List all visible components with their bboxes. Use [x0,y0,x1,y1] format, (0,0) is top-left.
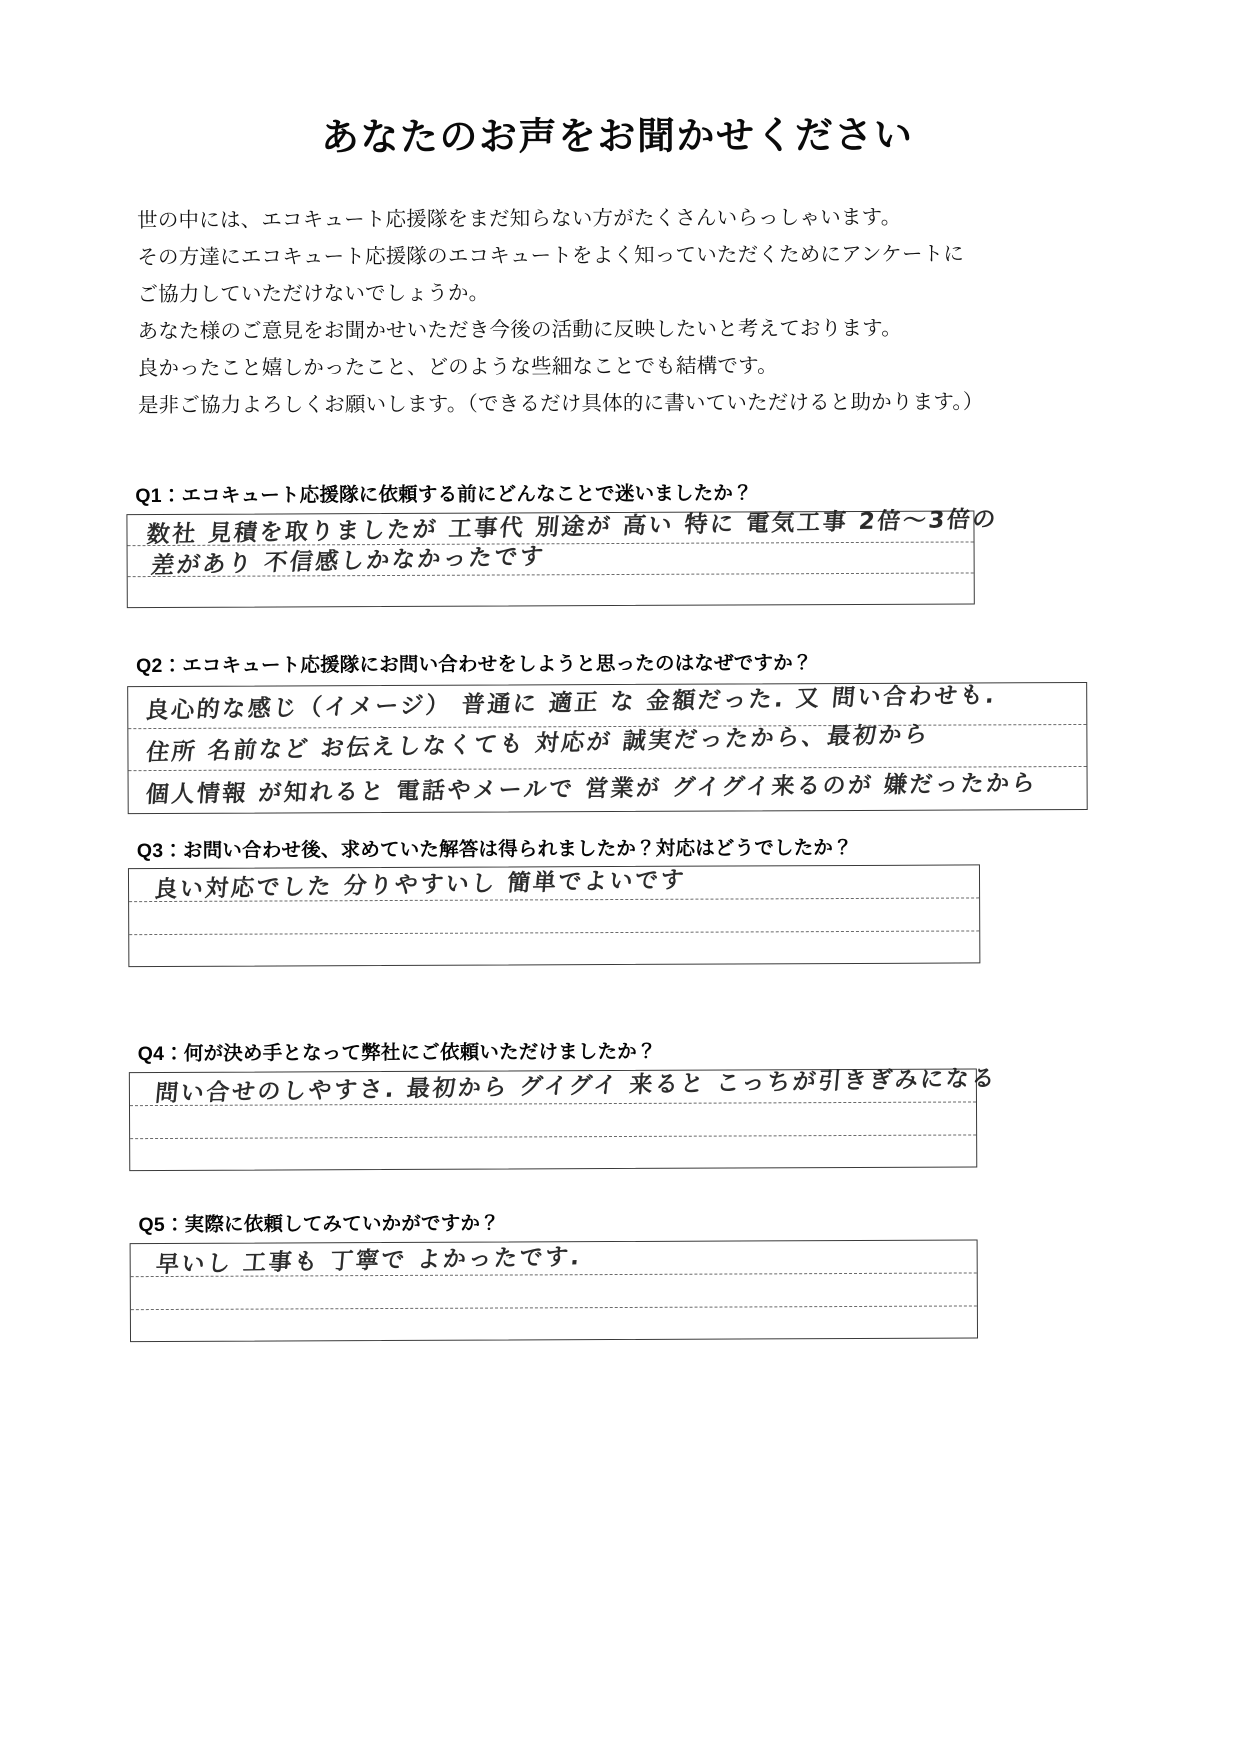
answer-box-q2[interactable] [127,682,1088,814]
answer-rule-row [130,1065,998,1108]
answer-box-q3[interactable] [128,864,980,967]
answer-rule-row [128,721,1086,771]
question-label-q1: Q1：エコキュート応援隊に依頼する前にどんなことで迷いましたか？ [135,482,753,508]
intro-line: 世の中には、エコキュート応援隊をまだ知らない方がたくさんいらっしゃいます。 [137,205,902,233]
intro-paragraph [137,198,1098,424]
answer-rule-row [131,1306,977,1342]
answer-rule-row [130,1135,976,1171]
intro-line: その方達にエコキュート応援隊のエコキュートをよく知っていただくためにアンケートに [137,242,965,270]
handwritten-answer: 住所 名前など お伝えしなくても 対応が 誠実だったから、最初から [144,721,932,767]
handwritten-answer: 良い対応でした 分りやすいし 簡単でよいです [153,867,688,904]
answer-rule-row [131,1273,977,1310]
answer-rule-row [128,542,974,580]
handwritten-answer: 問い合せのしやすさ. 最初から グイグイ 来ると こっちが引きぎみになる [154,1065,998,1108]
handwritten-answer: 個人情報 が知れると 電話やメールで 営業が グイグイ来るのが 嫌だったから [144,770,1039,809]
intro-line: 良かったこと嬉しかったこと、どのような些細なことでも結構です。 [137,354,778,381]
answer-box-q4[interactable] [129,1065,998,1171]
answer-rule-row [128,573,974,607]
answer-rule-row [131,1240,977,1277]
answer-rule-row [127,506,1000,549]
question-label-q4: Q4：何が決め手となって弊社にご依頼いただけましたか？ [137,1040,657,1066]
answer-box-q1[interactable] [126,506,1000,608]
answer-rule-row [128,683,1086,729]
answer-box-q5[interactable] [130,1239,978,1342]
answer-rule-row [129,865,979,902]
handwritten-answer: 早いし 工事も 丁寧で よかったです. [154,1244,583,1279]
answer-rule-row [130,1102,976,1139]
handwritten-answer: 良心的な感じ（イメージ） 普通に 適正 な 金額だった. 又 問い合わせも. [144,682,998,725]
intro-line: ご協力していただけないでしょうか。 [137,281,490,307]
answer-rule-row [129,931,979,967]
question-label-q5: Q5：実際に依頼してみていかがですか？ [138,1212,500,1237]
answer-rule-row [129,898,979,935]
page-title: あなたのお声をお聞かせください [320,114,914,160]
handwritten-answer: 差があり 不信感しかなかったです [149,543,547,580]
handwritten-answer: 数社 見積を取りましたが 工事代 別途が 高い 特に 電気工事 2倍～3倍の [145,506,1000,549]
answer-rule-row [129,767,1087,813]
question-label-q2: Q2：エコキュート応援隊にお問い合わせをしようと思ったのはなぜですか？ [136,652,813,678]
intro-line: 是非ご協力よろしくお願いします。（できるだけ具体的に書いていただけると助かります。） [137,390,984,418]
intro-line: あなた様のご意見をお聞かせいただき今後の活動に反映したいと考えております。 [137,316,902,344]
question-label-q3: Q3：お問い合わせ後、求めていた解答は得られましたか？対応はどうでしたか？ [136,836,853,863]
